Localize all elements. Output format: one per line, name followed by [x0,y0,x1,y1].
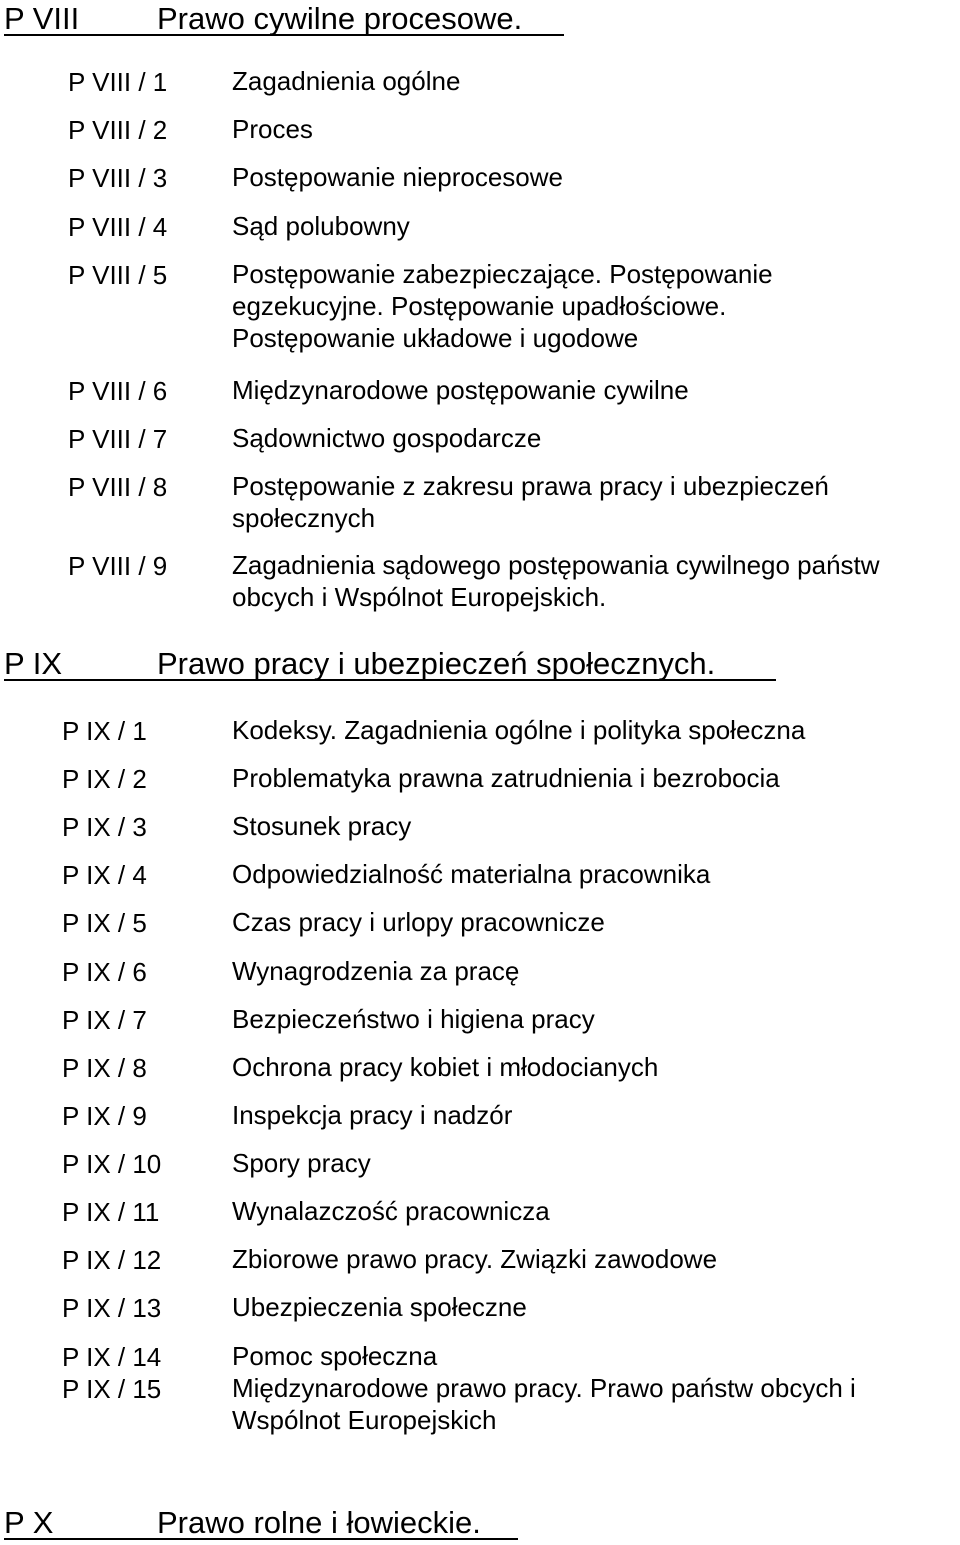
item-code: P VIII / 5 [68,260,168,290]
item-text: Bezpieczeństwo i higiena pracy [232,1004,595,1034]
item-text: Proces [232,114,313,144]
item-code: P IX / 9 [62,1101,147,1131]
item-text: Pomoc społeczna [232,1341,438,1371]
item-code: P IX / 10 [62,1149,162,1179]
item-text: Kodeksy. Zagadnienia ogólne i polityka społeczna [232,715,806,745]
item-text: Ubezpieczenia społeczne [232,1292,527,1322]
section-rule-ix [4,679,776,681]
item-code: P IX / 5 [62,908,147,938]
section-title-viii: Prawo cywilne procesowe. [157,1,523,36]
section-code-ix: P IX [4,646,63,681]
item-code: P VIII / 1 [68,67,168,97]
item-code: P IX / 15 [62,1374,162,1404]
item-code: P IX / 13 [62,1293,162,1323]
section-code-x: P X [4,1505,54,1540]
item-text: Sądownictwo gospodarcze [232,423,542,453]
item-code: P IX / 2 [62,764,147,794]
item-text: Odpowiedzialność materialna pracownika [232,859,711,889]
item-code: P VIII / 4 [68,212,168,242]
item-text: Zagadnienia sądowego postępowania cywilnego państw obcych i Wspólnot Europejskich. [232,550,880,612]
item-code: P VIII / 2 [68,115,168,145]
section-title-ix: Prawo pracy i ubezpieczeń społecznych. [157,646,716,681]
item-text: Inspekcja pracy i nadzór [232,1100,513,1130]
item-text: Wynalazczość pracownicza [232,1196,550,1226]
item-code: P IX / 8 [62,1053,147,1083]
item-code: P VIII / 7 [68,424,168,454]
item-code: P IX / 6 [62,957,147,987]
item-code: P VIII / 6 [68,376,168,406]
item-text: Międzynarodowe prawo pracy. Prawo państw obcych i Wspólnot Europejskich [232,1373,856,1435]
item-code: P IX / 11 [62,1197,160,1227]
item-text: Zagadnienia ogólne [232,66,461,96]
item-text: Postępowanie nieprocesowe [232,162,563,192]
item-text: Międzynarodowe postępowanie cywilne [232,375,689,405]
item-code: P IX / 7 [62,1005,147,1035]
section-title-x: Prawo rolne i łowieckie. [157,1505,481,1540]
item-code: P IX / 1 [62,716,147,746]
item-text: Problematyka prawna zatrudnienia i bezrobocia [232,763,780,793]
item-code: P VIII / 8 [68,472,168,502]
item-code: P VIII / 3 [68,163,168,193]
item-text: Postępowanie z zakresu prawa pracy i ubezpieczeń społecznych [232,471,829,533]
section-code-viii: P VIII [4,1,80,36]
section-rule-viii [4,34,564,36]
item-code: P IX / 14 [62,1342,162,1372]
item-text: Czas pracy i urlopy pracownicze [232,907,605,937]
item-text: Ochrona pracy kobiet i młodocianych [232,1052,659,1082]
item-text: Wynagrodzenia za pracę [232,956,520,986]
item-text: Zbiorowe prawo pracy. Związki zawodowe [232,1244,718,1274]
item-code: P VIII / 9 [68,551,168,581]
item-code: P IX / 4 [62,860,147,890]
item-code: P IX / 3 [62,812,147,842]
item-text: Stosunek pracy [232,811,412,841]
item-text: Sąd polubowny [232,211,410,241]
item-text: Spory pracy [232,1148,371,1178]
item-text: Postępowanie zabezpieczające. Postępowanie egzekucyjne. Postępowanie upadłościowe. Postępowanie układowe i ugodowe [232,259,773,353]
item-code: P IX / 12 [62,1245,162,1275]
section-rule-x [4,1538,518,1540]
